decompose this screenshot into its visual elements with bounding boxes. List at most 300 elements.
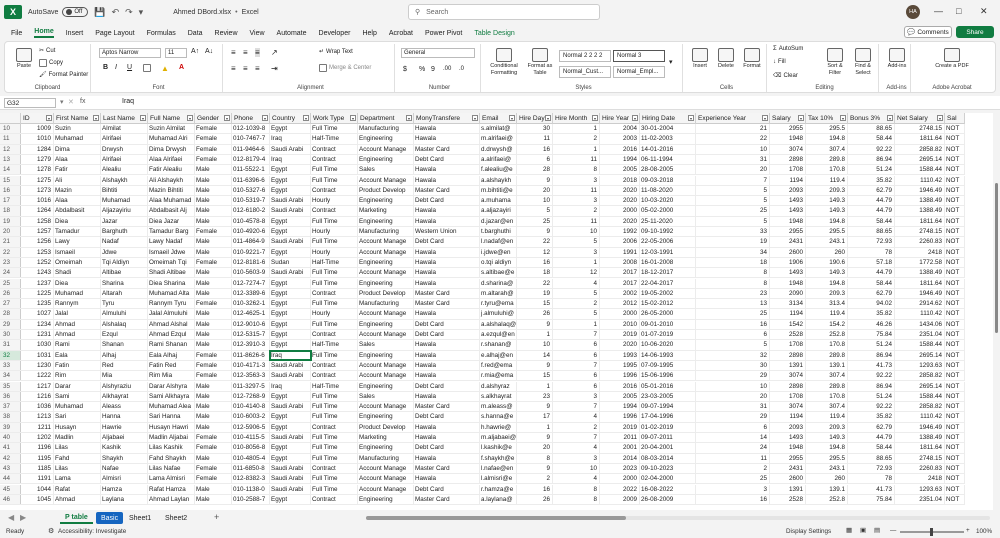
table-cell[interactable]: 8 [553, 485, 600, 494]
table-cell[interactable]: 289.8 [806, 382, 848, 391]
table-cell[interactable]: Debt Card [414, 443, 480, 452]
table-cell[interactable]: Lawy Nadaf [148, 237, 195, 246]
table-cell[interactable]: 11 [553, 217, 600, 226]
table-cell[interactable]: 22 [517, 237, 553, 246]
table-cell[interactable]: Hawala [414, 165, 480, 174]
table-cell[interactable]: 9 [517, 464, 553, 473]
table-cell[interactable]: f.alealiu@e [480, 165, 517, 174]
italic-icon[interactable]: I [115, 64, 117, 71]
table-cell[interactable]: 2431 [770, 464, 806, 473]
table-cell[interactable]: NOT [945, 340, 965, 349]
table-cell[interactable]: 2004 [600, 124, 640, 133]
table-cell[interactable]: 1 [553, 145, 600, 154]
table-cell[interactable]: 1230 [21, 361, 54, 370]
table-cell[interactable]: Account Manage [358, 361, 414, 370]
table-cell[interactable]: 010-5319-7 [232, 196, 270, 205]
table-cell[interactable]: 1992 [600, 227, 640, 236]
table-cell[interactable]: 1996 [600, 371, 640, 380]
table-cell[interactable]: Saudi Arabi [270, 145, 311, 154]
row-number[interactable]: 15 [0, 176, 21, 185]
row-number[interactable]: 38 [0, 412, 21, 421]
table-cell[interactable]: 19 [517, 289, 553, 298]
table-cell[interactable]: Husayn [54, 423, 101, 432]
table-cell[interactable]: 94.02 [848, 299, 895, 308]
style-normal-empl[interactable]: Normal_Empl... [613, 66, 665, 78]
table-cell[interactable]: 3074 [770, 402, 806, 411]
table-cell[interactable]: NOT [945, 165, 965, 174]
row-number[interactable]: 39 [0, 423, 21, 432]
table-cell[interactable]: 307.4 [806, 145, 848, 154]
table-cell[interactable]: Hawala [414, 392, 480, 401]
table-cell[interactable]: 2955 [770, 124, 806, 133]
table-cell[interactable]: 18 [696, 258, 770, 267]
table-cell[interactable]: 72.93 [848, 237, 895, 246]
table-cell[interactable]: 12 [517, 248, 553, 257]
table-cell[interactable]: 010-4115-5 [232, 433, 270, 442]
table-cell[interactable]: Egypt [270, 320, 311, 329]
row-number[interactable]: 17 [0, 196, 21, 205]
sort-filter-button[interactable] [821, 48, 849, 76]
table-cell[interactable]: 2858.82 [895, 145, 945, 154]
table-cell[interactable]: 012-8382-3 [232, 474, 270, 483]
row-number[interactable]: 34 [0, 371, 21, 380]
table-cell[interactable]: 154.2 [806, 320, 848, 329]
table-cell[interactable]: 010-4140-8 [232, 402, 270, 411]
table-cell[interactable]: 62.79 [848, 289, 895, 298]
zoom-out-icon[interactable]: — [890, 527, 897, 534]
table-cell[interactable]: Master Card [414, 299, 480, 308]
sheet-tab-p-table[interactable]: P table [60, 512, 93, 524]
table-cell[interactable]: Abdalbasit [54, 206, 101, 215]
page-layout-view-icon[interactable]: ▣ [860, 527, 866, 534]
table-cell[interactable]: 1493 [770, 268, 806, 277]
table-cell[interactable]: Fatir [54, 165, 101, 174]
filter-dropdown-icon[interactable]: ▾ [225, 116, 228, 121]
table-cell[interactable]: Hawala [414, 124, 480, 133]
table-cell[interactable]: Suzin Almilat [148, 124, 195, 133]
table-cell[interactable]: Female [195, 155, 232, 164]
select-all-corner[interactable] [0, 113, 21, 124]
table-cell[interactable]: Drwysh [101, 145, 148, 154]
table-cell[interactable]: NOT [945, 402, 965, 411]
table-cell[interactable]: 5 [696, 217, 770, 226]
table-cell[interactable]: 1185 [21, 464, 54, 473]
comma-icon[interactable]: 9 [431, 66, 435, 73]
indent-icon[interactable]: ⇥ [271, 64, 278, 73]
table-cell[interactable]: Muhamad [54, 289, 101, 298]
table-cell[interactable]: 44.79 [848, 206, 895, 215]
table-cell[interactable]: 1217 [21, 382, 54, 391]
column-header[interactable] [640, 113, 696, 124]
sheet-tab-basic[interactable]: Basic [96, 512, 123, 524]
table-cell[interactable]: 29 [696, 371, 770, 380]
table-cell[interactable]: 9 [517, 227, 553, 236]
table-cell[interactable]: Lama [54, 474, 101, 483]
table-cell[interactable]: 11 [553, 186, 600, 195]
table-cell[interactable]: Rafat Hamza [148, 485, 195, 494]
table-cell[interactable]: NOT [945, 464, 965, 473]
table-cell[interactable]: Female [195, 258, 232, 267]
table-cell[interactable]: Male [195, 454, 232, 463]
table-cell[interactable]: 3 [553, 248, 600, 257]
table-cell[interactable]: 1213 [21, 412, 54, 421]
table-cell[interactable]: Female [195, 299, 232, 308]
table-cell[interactable]: NOT [945, 176, 965, 185]
table-cell[interactable]: Male [195, 412, 232, 421]
table-cell[interactable]: Eala [54, 351, 101, 360]
column-header[interactable] [21, 113, 54, 124]
table-cell[interactable]: 2695.14 [895, 351, 945, 360]
table-cell[interactable]: 289.8 [806, 351, 848, 360]
zoom-in-icon[interactable]: + [966, 527, 970, 534]
table-cell[interactable]: Contract [311, 361, 358, 370]
align-right-icon[interactable]: ≡ [255, 64, 260, 73]
table-cell[interactable]: Debt Card [414, 237, 480, 246]
table-cell[interactable]: 58.44 [848, 134, 895, 143]
table-cell[interactable]: NOT [945, 237, 965, 246]
table-cell[interactable]: Hawala [414, 361, 480, 370]
table-cell[interactable]: Female [195, 351, 232, 360]
table-cell[interactable]: Jalal [54, 309, 101, 318]
table-cell[interactable]: 1811.64 [895, 443, 945, 452]
table-cell[interactable]: 17-04-1996 [640, 412, 696, 421]
table-cell[interactable]: Egypt [270, 176, 311, 185]
table-cell[interactable]: Full Time [311, 165, 358, 174]
table-cell[interactable]: Egypt [270, 165, 311, 174]
table-cell[interactable]: Master Card [414, 402, 480, 411]
table-cell[interactable]: 2351.04 [895, 495, 945, 504]
next-sheet-icon[interactable]: ▶ [20, 513, 27, 522]
table-cell[interactable]: 010-4171-3 [232, 361, 270, 370]
table-cell[interactable]: 2898 [770, 351, 806, 360]
table-cell[interactable]: d.sharina@ [480, 279, 517, 288]
table-cell[interactable]: Debt Card [414, 155, 480, 164]
table-cell[interactable]: Engineering [358, 412, 414, 421]
table-cell[interactable]: Eala Alhaj [148, 351, 195, 360]
table-cell[interactable]: 1243 [21, 268, 54, 277]
row-number[interactable]: 13 [0, 155, 21, 164]
table-cell[interactable]: 149.3 [806, 433, 848, 442]
table-cell[interactable]: 2019 [600, 330, 640, 339]
table-cell[interactable]: 2 [553, 423, 600, 432]
table-cell[interactable]: 20 [696, 165, 770, 174]
table-cell[interactable]: 1010 [21, 134, 54, 143]
table-cell[interactable]: 15-02-2012 [640, 299, 696, 308]
table-cell[interactable]: 31 [696, 155, 770, 164]
table-cell[interactable]: 26-05-2000 [640, 309, 696, 318]
table-cell[interactable]: Lilas Nafae [148, 464, 195, 473]
table-cell[interactable]: 25 [696, 474, 770, 483]
table-cell[interactable]: 119.4 [806, 412, 848, 421]
table-cell[interactable]: 32 [696, 351, 770, 360]
table-cell[interactable]: Alaa [54, 196, 101, 205]
table-cell[interactable]: Full Time [311, 299, 358, 308]
row-number[interactable]: 23 [0, 258, 21, 267]
table-cell[interactable]: Alkhayrat [101, 392, 148, 401]
align-middle-icon[interactable]: ≡ [243, 48, 248, 57]
filter-dropdown-icon[interactable]: ▾ [510, 116, 513, 121]
table-cell[interactable]: 8 [696, 279, 770, 288]
table-cell[interactable]: 010-6003-2 [232, 412, 270, 421]
table-cell[interactable]: 22 [696, 134, 770, 143]
table-cell[interactable]: 23-03-2005 [640, 392, 696, 401]
table-cell[interactable]: Abdalbasit Alj [148, 206, 195, 215]
table-cell[interactable]: Full Time [311, 320, 358, 329]
filter-dropdown-icon[interactable]: ▾ [188, 116, 191, 121]
table-cell[interactable]: Muhamad [54, 134, 101, 143]
row-number[interactable]: 10 [0, 124, 21, 133]
table-cell[interactable]: 194.8 [806, 217, 848, 226]
table-cell[interactable]: Male [195, 196, 232, 205]
table-cell[interactable]: 2020 [600, 196, 640, 205]
table-cell[interactable]: 2260.83 [895, 237, 945, 246]
table-cell[interactable]: Full Time [311, 268, 358, 277]
table-cell[interactable]: Male [195, 320, 232, 329]
table-cell[interactable]: 012-3563-3 [232, 371, 270, 380]
table-cell[interactable]: 1264 [21, 206, 54, 215]
table-cell[interactable]: Female [195, 371, 232, 380]
table-cell[interactable]: Sales [358, 392, 414, 401]
table-cell[interactable]: NOT [945, 423, 965, 432]
display-settings-button[interactable]: Display Settings [786, 528, 832, 535]
table-cell[interactable]: 2600 [770, 474, 806, 483]
table-cell[interactable]: 1996 [600, 412, 640, 421]
table-cell[interactable]: 2093 [770, 186, 806, 195]
zoom-level[interactable]: 100% [976, 528, 993, 535]
table-cell[interactable]: m.bihtiti@e [480, 186, 517, 195]
column-header[interactable] [54, 113, 101, 124]
table-cell[interactable]: 24 [696, 443, 770, 452]
table-cell[interactable]: Diea [54, 217, 101, 226]
format-as-table-button[interactable] [523, 48, 557, 76]
table-cell[interactable]: 1110.42 [895, 309, 945, 318]
align-center-icon[interactable]: ≡ [243, 64, 248, 73]
table-cell[interactable]: Manufacturing [358, 227, 414, 236]
table-cell[interactable]: Almisri [101, 474, 148, 483]
table-cell[interactable]: 16-08-2022 [640, 485, 696, 494]
table-cell[interactable]: Male [195, 206, 232, 215]
table-cell[interactable]: s.alkhayrat [480, 392, 517, 401]
format-painter-button[interactable] [39, 71, 88, 78]
table-cell[interactable]: 2017 [600, 268, 640, 277]
table-cell[interactable]: 252.8 [806, 495, 848, 504]
table-cell[interactable]: Saudi Arabi [270, 464, 311, 473]
table-cell[interactable]: 9 [517, 320, 553, 329]
table-cell[interactable]: Contract [311, 464, 358, 473]
table-cell[interactable]: 2418 [895, 474, 945, 483]
table-cell[interactable]: 4 [553, 412, 600, 421]
table-cell[interactable]: 119.4 [806, 309, 848, 318]
table-cell[interactable]: 25 [517, 217, 553, 226]
table-cell[interactable]: 1948 [770, 443, 806, 452]
table-cell[interactable]: Iraq [270, 155, 311, 164]
table-cell[interactable]: 4 [553, 474, 600, 483]
table-cell[interactable]: Rim Mia [148, 371, 195, 380]
table-cell[interactable]: 07-09-1995 [640, 361, 696, 370]
table-cell[interactable]: 51.24 [848, 165, 895, 174]
table-cell[interactable]: 2020 [600, 186, 640, 195]
table-cell[interactable]: 2 [553, 299, 600, 308]
table-cell[interactable]: 25 [696, 206, 770, 215]
table-cell[interactable]: 2858.82 [895, 402, 945, 411]
table-cell[interactable]: j.almuluhi@ [480, 309, 517, 318]
table-cell[interactable]: 1994 [600, 402, 640, 411]
table-cell[interactable]: m.aljabaei@ [481, 434, 517, 441]
table-cell[interactable]: Male [195, 423, 232, 432]
table-cell[interactable]: 2748.15 [895, 227, 945, 236]
tab-automate[interactable]: Automate [276, 29, 307, 37]
table-cell[interactable]: Fahd [54, 454, 101, 463]
table-cell[interactable]: Rannym Tyru [148, 299, 195, 308]
table-cell[interactable]: 1237 [21, 279, 54, 288]
column-header[interactable] [101, 113, 148, 124]
table-cell[interactable]: a.alshaykh [480, 176, 517, 185]
table-cell[interactable]: Ahmad [54, 320, 101, 329]
table-cell[interactable]: NOT [945, 495, 965, 504]
row-number[interactable]: 43 [0, 464, 21, 473]
table-cell[interactable]: 3074 [770, 371, 806, 380]
column-header[interactable] [311, 113, 358, 124]
table-cell[interactable]: 28-08-2005 [640, 165, 696, 174]
table-cell[interactable]: Engineering [358, 495, 414, 504]
redo-icon[interactable]: ↷ [125, 6, 133, 17]
table-cell[interactable]: 2090 [770, 289, 806, 298]
table-cell[interactable]: 1588.44 [895, 392, 945, 401]
table-cell[interactable]: 4 [553, 443, 600, 452]
table-cell[interactable]: Ali Alshaykh [148, 176, 195, 185]
table-cell[interactable]: Diea Jazar [148, 217, 195, 226]
table-cell[interactable]: Full Time [311, 402, 358, 411]
table-cell[interactable]: Sari Hanna [148, 412, 195, 421]
table-cell[interactable]: Male [195, 165, 232, 174]
table-cell[interactable]: 012-1039-8 [232, 124, 270, 133]
table-cell[interactable]: Jalal Almuluhi [148, 309, 195, 318]
row-number[interactable]: 25 [0, 279, 21, 288]
table-cell[interactable]: 30 [517, 124, 553, 133]
table-cell[interactable]: 2858.82 [895, 371, 945, 380]
table-cell[interactable]: Egypt [270, 289, 311, 298]
table-cell[interactable]: 2528 [770, 330, 806, 339]
table-cell[interactable]: Egypt [270, 279, 311, 288]
table-cell[interactable]: Rami [54, 340, 101, 349]
table-cell[interactable]: 170.8 [806, 392, 848, 401]
table-cell[interactable]: Saudi Arabi [270, 433, 311, 442]
filter-dropdown-icon[interactable]: ▾ [593, 116, 596, 121]
table-cell[interactable]: Engineering [358, 279, 414, 288]
table-cell[interactable]: Female [195, 433, 232, 442]
table-cell[interactable]: 194.8 [806, 443, 848, 452]
table-cell[interactable]: Egypt [270, 186, 311, 195]
filter-dropdown-icon[interactable]: ▾ [407, 116, 410, 121]
table-cell[interactable]: Hourly [311, 309, 358, 318]
cut-button[interactable] [39, 47, 55, 54]
table-cell[interactable]: 2010 [600, 320, 640, 329]
table-cell[interactable]: 33 [696, 227, 770, 236]
table-cell[interactable]: Half-Time [311, 382, 358, 391]
table-cell[interactable]: Debt Card [414, 196, 480, 205]
filter-dropdown-icon[interactable]: ▾ [689, 116, 692, 121]
table-cell[interactable]: Shaykh [101, 454, 148, 463]
table-cell[interactable]: Saudi Arabi [270, 268, 311, 277]
table-cell[interactable]: Male [195, 279, 232, 288]
create-pdf-button[interactable] [935, 48, 969, 70]
table-cell[interactable]: Tamadur [54, 227, 101, 236]
table-cell[interactable]: 41.73 [848, 485, 895, 494]
table-cell[interactable]: Engineering [358, 443, 414, 452]
table-cell[interactable]: Full Time [311, 217, 358, 226]
table-cell[interactable]: Full Time [311, 279, 358, 288]
table-cell[interactable]: 75.84 [848, 495, 895, 504]
table-cell[interactable]: 011-6396-6 [232, 176, 270, 185]
table-cell[interactable]: a.laylana@ [480, 495, 517, 504]
table-cell[interactable]: Male [195, 330, 232, 339]
table-cell[interactable]: 1231 [21, 330, 54, 339]
table-cell[interactable]: 35.82 [848, 309, 895, 318]
table-cell[interactable]: 149.3 [806, 196, 848, 205]
table-cell[interactable]: Hawrie [101, 423, 148, 432]
table-cell[interactable]: Hawala [414, 217, 480, 226]
table-cell[interactable]: m.alrifaei@ [480, 134, 517, 143]
table-cell[interactable]: 10-06-2020 [640, 340, 696, 349]
table-cell[interactable]: NOT [945, 443, 965, 452]
table-cell[interactable]: Ahmad Laylan [148, 495, 195, 504]
table-cell[interactable]: NOT [945, 382, 965, 391]
table-cell[interactable]: 2005 [600, 165, 640, 174]
table-cell[interactable]: 6 [553, 351, 600, 360]
table-cell[interactable]: Female [195, 134, 232, 143]
table-cell[interactable]: Male [195, 485, 232, 494]
autosave-toggle[interactable] [62, 7, 88, 17]
table-cell[interactable]: Engineering [358, 217, 414, 226]
table-cell[interactable]: 6 [696, 423, 770, 432]
table-cell[interactable]: 29 [696, 412, 770, 421]
minimize-icon[interactable]: — [934, 6, 943, 16]
table-cell[interactable]: NOT [945, 351, 965, 360]
table-cell[interactable]: Hourly [311, 196, 358, 205]
table-cell[interactable]: 11-02-2003 [640, 134, 696, 143]
table-cell[interactable]: Engineering [358, 351, 414, 360]
table-cell[interactable]: Engineering [358, 155, 414, 164]
table-cell[interactable]: Alaa [54, 155, 101, 164]
table-cell[interactable]: Fatin Red [148, 361, 195, 370]
table-cell[interactable]: 44.79 [848, 268, 895, 277]
align-left-icon[interactable]: ≡ [231, 64, 236, 73]
table-cell[interactable]: 35.82 [848, 412, 895, 421]
column-header[interactable] [553, 113, 600, 124]
avatar[interactable]: HA [906, 5, 920, 19]
table-cell[interactable]: NOT [945, 217, 965, 226]
table-cell[interactable]: Debt Card [414, 382, 480, 391]
table-cell[interactable]: Alshyraziu [101, 382, 148, 391]
table-cell[interactable]: 44.79 [848, 196, 895, 205]
row-number[interactable]: 19 [0, 217, 21, 226]
table-cell[interactable]: 1196 [21, 443, 54, 452]
table-cell[interactable]: Account Manage [358, 474, 414, 483]
table-cell[interactable]: d.jazar@en [480, 217, 517, 226]
table-cell[interactable]: d.alshyraz [480, 382, 517, 391]
table-cell[interactable]: 10 [553, 227, 600, 236]
table-cell[interactable]: 011-5522-1 [232, 165, 270, 174]
table-cell[interactable]: 1 [553, 124, 600, 133]
table-cell[interactable]: 011-6850-8 [232, 464, 270, 473]
tab-review[interactable]: Review [214, 29, 238, 37]
table-cell[interactable]: 1195 [21, 454, 54, 463]
copy-button[interactable] [39, 59, 63, 67]
table-cell[interactable]: Manufacturing [358, 454, 414, 463]
table-cell[interactable]: 1216 [21, 392, 54, 401]
table-cell[interactable]: 5 [553, 237, 600, 246]
tab-view[interactable]: View [249, 29, 265, 37]
